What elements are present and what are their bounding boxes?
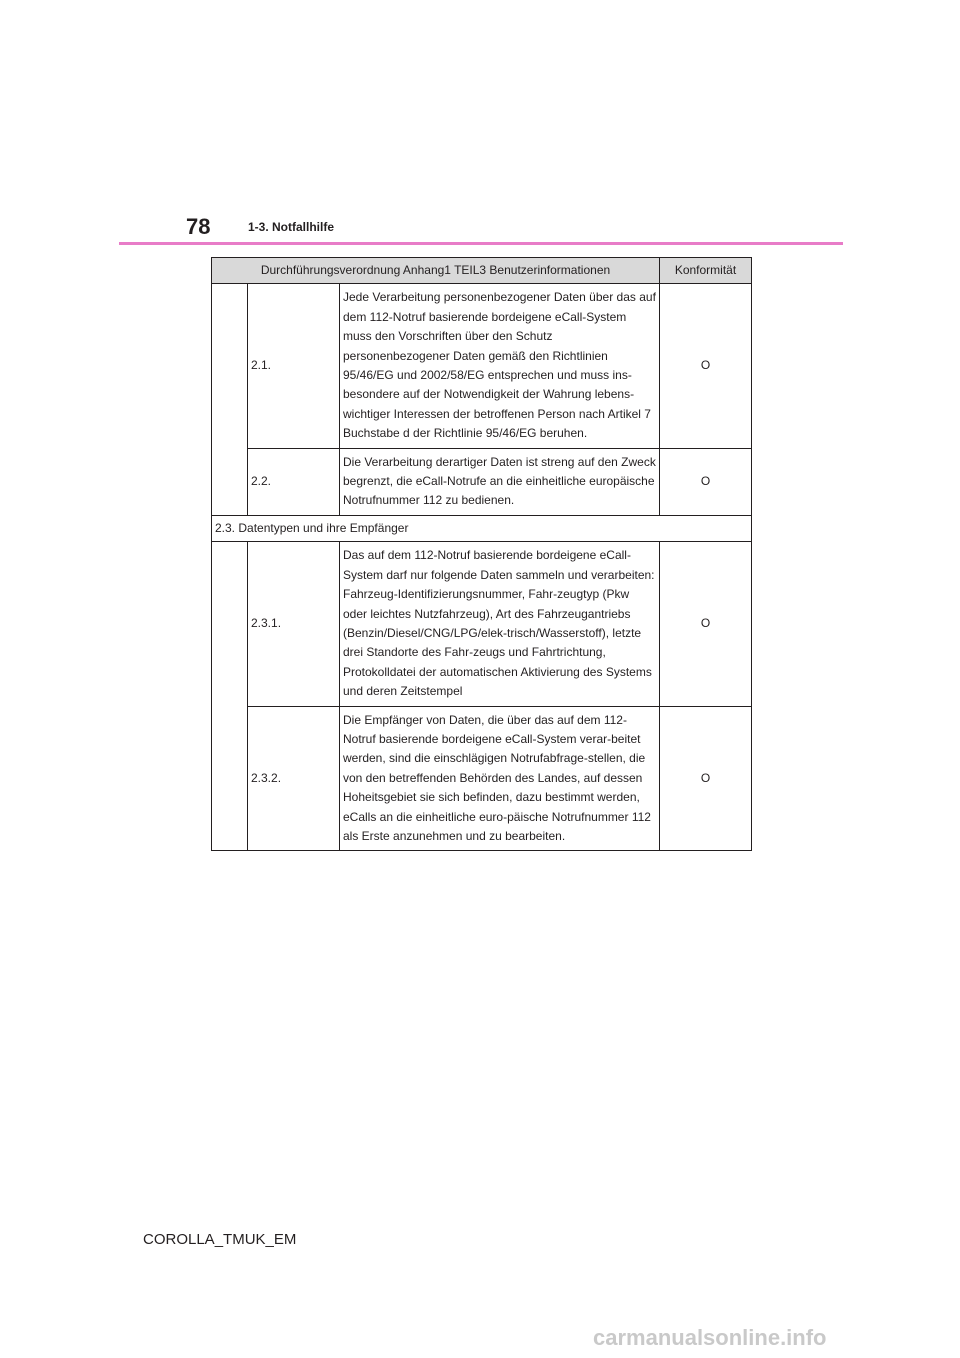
page-number: 78 bbox=[186, 214, 211, 239]
row-id: 2.3.2. bbox=[248, 706, 340, 851]
watermark: carmanualsonline.info bbox=[593, 1325, 827, 1350]
indent-cell bbox=[212, 284, 248, 515]
section-title-cell: 2.3. Datentypen und ihre Empfänger bbox=[212, 515, 752, 541]
row-id: 2.2. bbox=[248, 448, 340, 515]
row-id: 2.3.1. bbox=[248, 542, 340, 706]
header-regulation: Durchführungsverordnung Anhang1 TEIL3 Benutzerinformationen bbox=[212, 258, 660, 284]
header-conformity: Konformität bbox=[660, 258, 752, 284]
row-conformity: O bbox=[660, 284, 752, 448]
row-conformity: O bbox=[660, 706, 752, 851]
header-divider bbox=[119, 242, 843, 245]
table-row bbox=[212, 284, 752, 448]
row-text: Die Verarbeitung derartiger Daten ist streng auf den Zweck begrenzt, die eCall-Notrufe an die einheitliche europäische Notrufnummer 112 zu bedienen. bbox=[340, 448, 660, 515]
row-conformity: O bbox=[660, 448, 752, 515]
table-row bbox=[212, 448, 752, 515]
row-text: Die Empfänger von Daten, die über das auf dem 112-Notruf basierende bordeigene eCall-System verar-beitet werden, sind die einschlägigen Notrufabfrage-stellen, die von den betreffenden Behörden des Landes, auf dessen Hoheitsgebiet sie sich befinden, dazu bestimmt werden, eCalls an die einheitliche euro-päische Notrufnummer 112 als Erste anzunehmen und zu bearbeiten. bbox=[340, 706, 660, 851]
document-code: COROLLA_TMUK_EM bbox=[143, 1231, 297, 1248]
section-title: 1-3. Notfallhilfe bbox=[248, 220, 335, 234]
indent-cell bbox=[212, 542, 248, 851]
conformity-table bbox=[211, 257, 752, 851]
row-text: Das auf dem 112-Notruf basierende bordeigene eCall-System darf nur folgende Daten sammeln und verarbeiten: Fahrzeug-Identifizierungsnummer, Fahr-zeugtyp (Pkw oder leichtes Nutzfahrzeug), Art des Fahrzeugantriebs (Benzin/Diesel/CNG/LPG/elek-trisch/Wasserstoff), letzte drei Standorte des Fahr-zeugs und Fahrtrichtung, Protokolldatei der automatischen Aktivierung des Systems und deren Zeitstempel bbox=[340, 542, 660, 706]
table-row bbox=[212, 542, 752, 706]
table-row bbox=[212, 706, 752, 851]
section-row bbox=[212, 515, 752, 541]
table-header-row bbox=[212, 258, 752, 284]
row-text: Jede Verarbeitung personenbezogener Daten über das auf dem 112-Notruf basierende bordeigene eCall-System muss den Vorschriften über den Schutz personenbezogener Daten gemäß den Richtlinien 95/46/EG und 2002/58/EG entsprechen und muss ins-besondere auf der Notwendigkeit der Wahrung lebens-wichtiger Interessen der betroffenen Person nach Artikel 7 Buchstabe d der Richtlinie 95/46/EG beruhen. bbox=[340, 284, 660, 448]
row-conformity: O bbox=[660, 542, 752, 706]
row-id: 2.1. bbox=[248, 284, 340, 448]
